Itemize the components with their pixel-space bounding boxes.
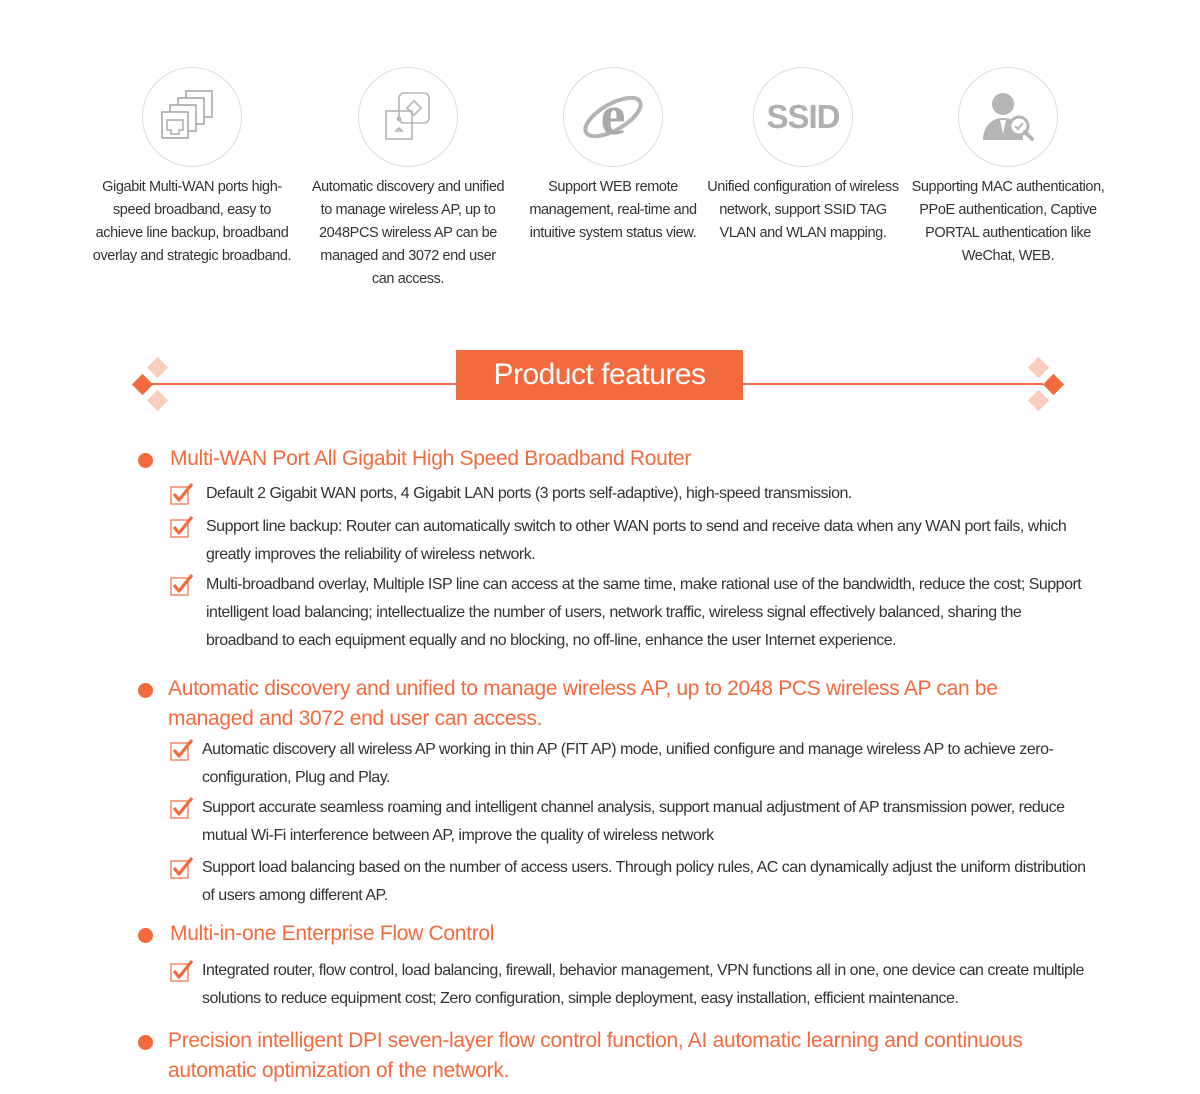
- diamond-decoration: [1043, 374, 1064, 395]
- section-heading: Multi-WAN Port All Gigabit High Speed Broadband Router: [170, 447, 692, 470]
- banner-line-right: [743, 383, 1043, 385]
- diamond-decoration: [147, 357, 168, 378]
- product-features-banner: [0, 345, 1200, 415]
- check-icon: [170, 856, 194, 880]
- section-heading: Automatic discovery and unified to manage wireless AP, up to 2048 PCS wireless AP can be managed and 3072 end user can access.: [168, 677, 998, 730]
- feature-text: Support WEB remote management, real-time and intuitive system status view.: [529, 179, 697, 241]
- ssid-icon-label: SSID: [766, 98, 840, 135]
- list-item-text: Support line backup: Router can automatically switch to other WAN ports to send and receive data when any WAN port fails, which greatly improves the reliability of wireless network.: [206, 518, 1067, 563]
- bullet-dot: [138, 928, 153, 943]
- feature-text: Supporting MAC authentication, PPoE authentication, Captive PORTAL authentication like WeChat, WEB.: [911, 179, 1105, 264]
- multi-wan-ports-icon: [142, 67, 242, 167]
- bullet-dot: [138, 453, 153, 468]
- list-item-text: Support accurate seamless roaming and intelligent channel analysis, support manual adjustment of AP transmission power, reduce mutual Wi-Fi interference between AP, improve the quality of wireless network: [202, 799, 1065, 844]
- check-icon: [170, 959, 194, 983]
- feature-ssid: [703, 67, 903, 245]
- ssid-icon: [753, 67, 853, 167]
- check-icon: [170, 796, 194, 820]
- svg-text:e: e: [600, 85, 626, 147]
- feature-authentication: [908, 67, 1108, 268]
- section-heading: Multi-in-one Enterprise Flow Control: [170, 922, 495, 945]
- user-authentication-icon: [958, 67, 1058, 167]
- check-icon: [170, 573, 194, 597]
- list-item-text: Multi-broadband overlay, Multiple ISP line can access at the same time, make rational use of the bandwidth, reduce the cost; Support intelligent load balancing; intellectualize the number of users, network traffic, wireless signal effectively balanced, sharing the broadband to each equipment equally and no blocking, no off-line, enhance the user Internet experience.: [206, 576, 1082, 649]
- check-icon: [170, 482, 194, 506]
- diamond-decoration: [147, 390, 168, 411]
- section-heading: Precision intelligent DPI seven-layer flow control function, AI automatic learning and continuous automatic optimization of the network.: [168, 1029, 1023, 1082]
- banner-line-left: [150, 383, 456, 385]
- bullet-dot: [138, 1035, 153, 1050]
- feature-text: Unified configuration of wireless network, support SSID TAG VLAN and WLAN mapping.: [707, 179, 899, 241]
- feature-multi-wan: [92, 67, 292, 268]
- bullet-dot: [138, 683, 153, 698]
- feature-ap-discovery: [308, 67, 508, 291]
- list-item-text: Automatic discovery all wireless AP working in thin AP (FIT AP) mode, unified configure and manage wireless AP to achieve zero-configuration, Plug and Play.: [202, 741, 1054, 786]
- ap-discovery-icon: [358, 67, 458, 167]
- feature-text: Gigabit Multi-WAN ports high-speed broadband, easy to achieve line backup, broadband overlay and strategic broadband.: [92, 179, 292, 264]
- list-item-text: Integrated router, flow control, load balancing, firewall, behavior management, VPN functions all in one, one device can create multiple solutions to reduce equipment cost; Zero configuration, simple deployment, easy installation, efficient maintenance.: [202, 962, 1084, 1007]
- feature-web-management: [513, 67, 713, 245]
- list-item-text: Support load balancing based on the number of access users. Through policy rules, AC can dynamically adjust the uniform distribution of users among different AP.: [202, 859, 1086, 904]
- banner-title: Product features: [456, 350, 743, 400]
- check-icon: [170, 738, 194, 762]
- feature-icons-row: [0, 0, 1200, 300]
- web-browser-icon: [563, 67, 663, 167]
- diamond-decoration: [1028, 390, 1049, 411]
- list-item-text: Default 2 Gigabit WAN ports, 4 Gigabit LAN ports (3 ports self-adaptive), high-speed transmission.: [206, 485, 852, 502]
- diamond-decoration: [132, 374, 153, 395]
- feature-text: Automatic discovery and unified to manage wireless AP, up to 2048PCS wireless AP can be managed and 3072 end user can access.: [311, 179, 505, 287]
- diamond-decoration: [1028, 357, 1049, 378]
- check-icon: [170, 515, 194, 539]
